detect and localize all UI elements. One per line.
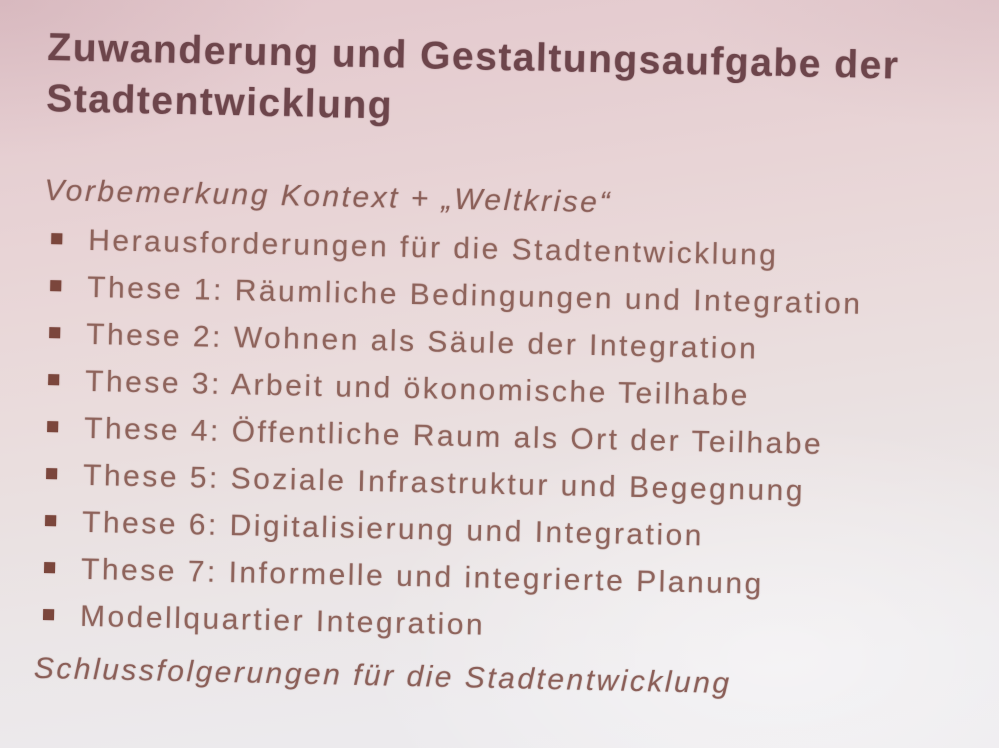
bullet-square-icon [48,374,59,385]
bullet-square-icon [45,515,56,526]
outro-line: Schlussfolgerungen für die Stadtentwicklung [33,651,732,701]
slide-title: Zuwanderung und Gestaltungsaufgabe der Stadtentwicklung [45,25,900,129]
bullet-text: These 6: Digitalisierung und Integration [81,505,705,553]
slide-content [33,22,952,709]
bullet-square-icon [43,609,54,620]
bullet-text: These 4: Öffentliche Raum als Ort der Teilhabe [83,411,824,461]
bullet-text: These 1: Räumliche Bedingungen und Integration [86,270,863,321]
intro-line: Vorbemerkung Kontext + „Weltkrise“ [43,173,613,220]
bullet-text: Herausforderungen für die Stadtentwicklung [87,223,779,272]
bullet-square-icon [47,421,58,432]
bullet-text: These 5: Soziale Infrastruktur und Begegnung [82,458,806,508]
bullet-text: Modellquartier Integration [79,599,486,642]
bullet-text: These 7: Informelle und integrierte Planung [80,552,765,601]
bullet-square-icon [49,327,60,338]
bullet-text: These 2: Wohnen als Säule der Integration [85,317,759,366]
bullet-text: These 3: Arbeit und ökonomische Teilhabe [84,364,751,413]
bullet-square-icon [50,280,61,291]
bullet-list [34,220,948,663]
bullet-square-icon [46,468,57,479]
bullet-square-icon [51,233,62,244]
bullet-square-icon [44,562,55,573]
